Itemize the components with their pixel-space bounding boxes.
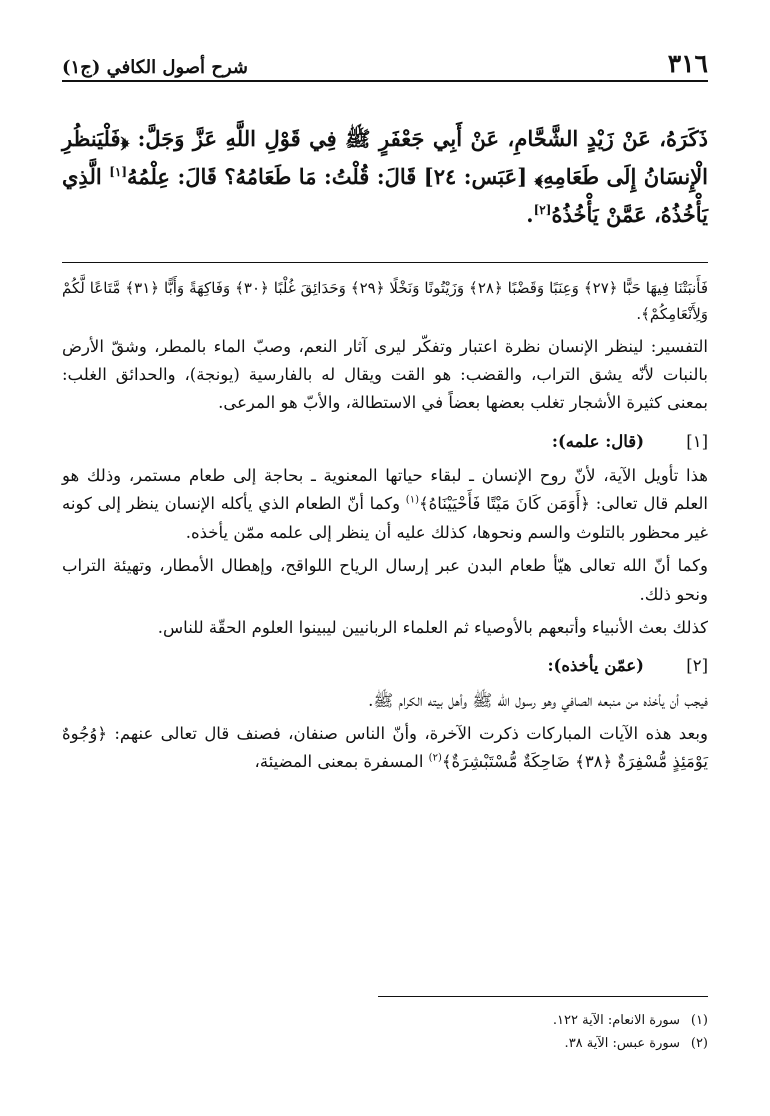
- hadith-text: [62, 120, 708, 233]
- hadith-part-1: ذَكَرَهُ، عَنْ زَيْدٍ الشَّحَّامِ، عَنْ أَبِي جَعْفَرٍ ﷺ فِي قَوْلِ اللَّهِ عَزَّ وَجَلَّ: ﴿فَلْيَنظُرِ الْإِنسَانُ إِلَى طَعَامِهِ﴾ [عَبَس: ٢٤] قَالَ: قُلْتُ: مَا طَعَامُهُ؟ قَالَ: عِلْمُهُ: [62, 126, 709, 189]
- hadith-part-3: .: [526, 201, 534, 227]
- footnote-text: سورة الانعام: الآية ١٢٢.: [552, 1013, 680, 1028]
- note-2-number: [٢]: [686, 656, 708, 676]
- note-1-p1-text-b: وكما أنّ الطعام الذي يأكله الإنسان ينظر إلى كونه غير محظور بالتلوث والسم ونحوها، كذلك عليه أن ينظر إلى علمه ممّن يأخذه.: [62, 494, 708, 542]
- commentary: [62, 276, 708, 782]
- note-1-paragraph-3: كذلك بعث الأنبياء وأتبعهم بالأوصياء ثم العلماء الربانيين ليبينوا العلوم الحقّة للناس.: [157, 617, 708, 637]
- commentary-divider: [62, 262, 708, 263]
- hadith-part-2: الَّذِي يَأْخُذُهُ، عَمَّنْ يَأْخُذُهُ: [62, 163, 708, 227]
- footnote-number: (١): [690, 1013, 708, 1028]
- note-2-paragraph-1: فيجب أن يأخذه من منبعه الصافي وهو رسول الله ﷺ وأهل بيته الكرام ﷺ.: [368, 690, 708, 710]
- page-number: ٣١٦: [667, 49, 708, 78]
- note-1-number: [١]: [686, 431, 708, 451]
- note-2-p2-text-a: وبعد هذه الآيات المباركات ذكرت الآخرة، وأنّ الناس صنفان، فصنف قال تعالى عنهم: ﴿وُجُوهٌ يَوْمَئِذٍ مُّسْفِرَةٌ ﴿٣٨﴾ ضَاحِكَةٌ مُّسْتَبْشِرَةٌ﴾: [62, 724, 708, 772]
- footnote-number: (٢): [690, 1035, 708, 1051]
- footnote-ref-2[interactable]: (٢): [428, 752, 442, 764]
- footnote-item: [62, 1010, 708, 1033]
- note-2-paragraph-2: [62, 720, 708, 777]
- quran-verses: فَأَنبَتْنَا فِيهَا حَبًّا ﴿٢٧﴾ وَعِنَبًا وَقَضْبًا ﴿٢٨﴾ وَزَيْتُونًا وَنَخْلًا ﴿٢٩﴾ وَحَدَائِقَ غُلْبًا ﴿٣٠﴾ وَفَاكِهَةً وَأَبًّا ﴿٣١﴾ مَّتَاعًا لَّكُمْ وَلِأَنْعَامِكُمْ﴾.: [62, 279, 708, 323]
- footnote-divider: [378, 996, 708, 997]
- footnote-ref-1[interactable]: (١): [405, 494, 419, 506]
- note-1-p1-text-a: هذا تأويل الآية، لأنّ روح الإنسان ـ لبقاء حياتها المعنوية ـ بحاجة إلى طعام مستمر، وذلك هو العلم قال تعالى: ﴿أَوَمَن كَانَ مَيْتًا فَأَحْيَيْنَاهُ﴾: [62, 466, 708, 514]
- note-2-heading: [62, 652, 708, 680]
- note-2-title: (عمّن يأخذه):: [547, 656, 644, 676]
- running-title: شرح أصول الكافي (ج١): [62, 57, 248, 78]
- footnote-item: [62, 1033, 708, 1056]
- note-1-paragraph-2: وكما أنّ الله تعالى هيّأ طعام البدن عبر إرسال الرياح اللواقح، وإهطال الأمطار، وتهيئة التراب ونحو ذلك.: [62, 556, 708, 604]
- note-2-p2-text-b: المسفرة بمعنى المضيئة،: [254, 752, 429, 772]
- page-header: [62, 38, 708, 78]
- tafsir-paragraph: التفسير: لينظر الإنسان نظرة اعتبار وتفكّر ليرى آثار النعم، وصبّ الماء بالمطر، وشقّ الأرض بالنبات لأنّه يشق التراب، والقضب: هو القت ويقال له بالفارسية (يونجة)، والحدائق الغلب: بمعنى كثيرة الأشجار تغلب بعضها بعضاً في الاستطالة، والأبّ هو المرعى.: [62, 336, 708, 413]
- footnote-text: سورة عبس: الآية ٣٨.: [564, 1035, 680, 1051]
- note-marker-2[interactable]: [٢]: [533, 202, 552, 217]
- note-1-paragraph-1: [62, 462, 708, 547]
- note-1-heading: [62, 428, 708, 456]
- note-1-title: (قال: علمه):: [551, 431, 644, 451]
- note-marker-1[interactable]: [١]: [109, 164, 128, 179]
- header-divider: [62, 80, 708, 82]
- footnotes: [62, 1010, 708, 1056]
